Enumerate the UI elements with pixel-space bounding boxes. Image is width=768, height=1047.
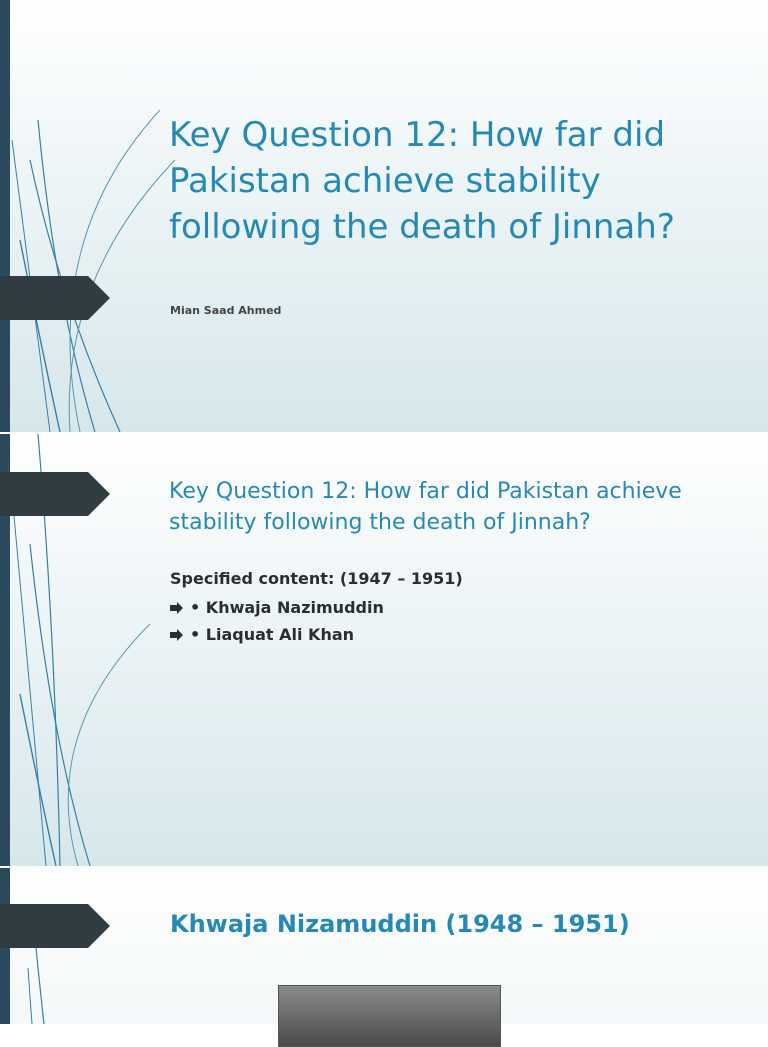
title-arrow-shape [0,472,110,516]
title-arrow-shape [0,904,110,948]
list-item-label: • Khwaja Nazimuddin [190,598,384,617]
slide-2[interactable] [0,434,768,866]
arrow-bullet-icon [170,629,184,641]
slide-title: Khwaja Nizamuddin (1948 – 1951) [170,910,630,938]
slide-subtitle-author: Mian Saad Ahmed [170,304,282,317]
list-item [170,598,730,617]
arrow-bullet-icon [170,602,184,614]
list-item [170,625,730,644]
portrait-photo [278,985,501,1047]
slide-1[interactable] [0,0,768,432]
list-item-label: • Liaquat Ali Khan [190,625,355,644]
title-arrow-shape [0,276,110,320]
content-list [170,569,730,652]
slide-title: Key Question 12: How far did Pakistan achieve stability following the death of Jinnah? [169,479,682,535]
specified-content-label: Specified content: (1947 – 1951) [170,569,463,588]
slide-title: Key Question 12: How far did Pakistan achieve stability following the death of Jinnah? [169,115,675,247]
